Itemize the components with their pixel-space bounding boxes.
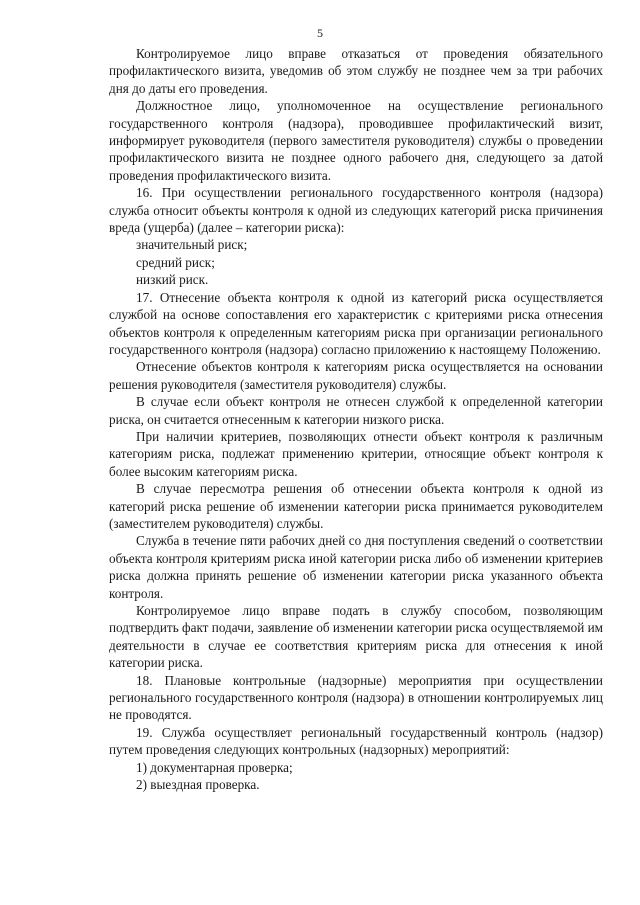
- document-body: [109, 45, 603, 793]
- list-item: 1) документарная проверка;: [136, 759, 293, 775]
- paragraph: 19. Служба осуществляет региональный государственный контроль (надзор) путем проведения следующих контрольных (надзорных) мероприятий:: [109, 724, 603, 758]
- paragraph: Контролируемое лицо вправе подать в службу способом, позволяющим подтвердить факт подачи, заявление об изменении категории риска осуществляемой им деятельности в случае ее соответствия критериям риска для отнесения к иной категории риска.: [109, 603, 603, 671]
- paragraph: Служба в течение пяти рабочих дней со дня поступления сведений о соответствии объекта контроля критериям риска иной категории риска либо об изменении критериев риска должна принять решение об изменении категории риска указанного объекта контроля.: [109, 533, 603, 601]
- paragraph: Отнесение объектов контроля к категориям риска осуществляется на основании решения руководителя (заместителя руководителя) службы.: [109, 359, 603, 392]
- paragraph: 17. Отнесение объекта контроля к одной из категорий риска осуществляется службой на основе сопоставления его характеристик с критериями риска отнесения объектов контроля к определенным категориям риска при организации регионального государственного контроля (надзора) согласно приложению к настоящему Положению.: [109, 289, 603, 357]
- paragraph: 18. Плановые контрольные (надзорные) мероприятия при осуществлении регионального государственного контроля (надзора) в отношении контролируемых лиц не проводятся.: [109, 672, 603, 723]
- paragraph: 16. При осуществлении регионального государственного контроля (надзора) служба относит объекты контроля к одной из следующих категорий риска причинения вреда (ущерба) (далее – категории риска):: [109, 185, 603, 236]
- list-item: средний риск;: [136, 254, 215, 270]
- paragraph: Контролируемое лицо вправе отказаться от проведения обязательного профилактического визита, уведомив об этом службу не позднее чем за три рабочих дня до даты его проведения.: [109, 46, 603, 96]
- list-item: низкий риск.: [136, 272, 209, 288]
- paragraph: При наличии критериев, позволяющих отнести объект контроля к различным категориям риска, подлежат применению критерии, относящие объект контроля к более высоким категориям риска.: [109, 428, 603, 479]
- paragraph: Должностное лицо, уполномоченное на осуществление регионального государственного контроля (надзора), проводившее профилактический визит, информирует руководителя (первого заместителя руководителя) службы о проведении профилактического визита не позднее одного рабочего дня, следующего за датой проведения профилактического визита.: [109, 98, 603, 183]
- paragraph: В случае если объект контроля не отнесен службой к определенной категории риска, он считается отнесенным к категории низкого риска.: [109, 394, 603, 427]
- list-item: значительный риск;: [136, 237, 248, 253]
- paragraph: В случае пересмотра решения об отнесении объекта контроля к одной из категорий риска решение об изменении категории риска принимается руководителем (заместителем руководителя) службы.: [109, 481, 603, 531]
- page-number: 5: [317, 26, 323, 40]
- list-item: 2) выездная проверка.: [136, 777, 260, 793]
